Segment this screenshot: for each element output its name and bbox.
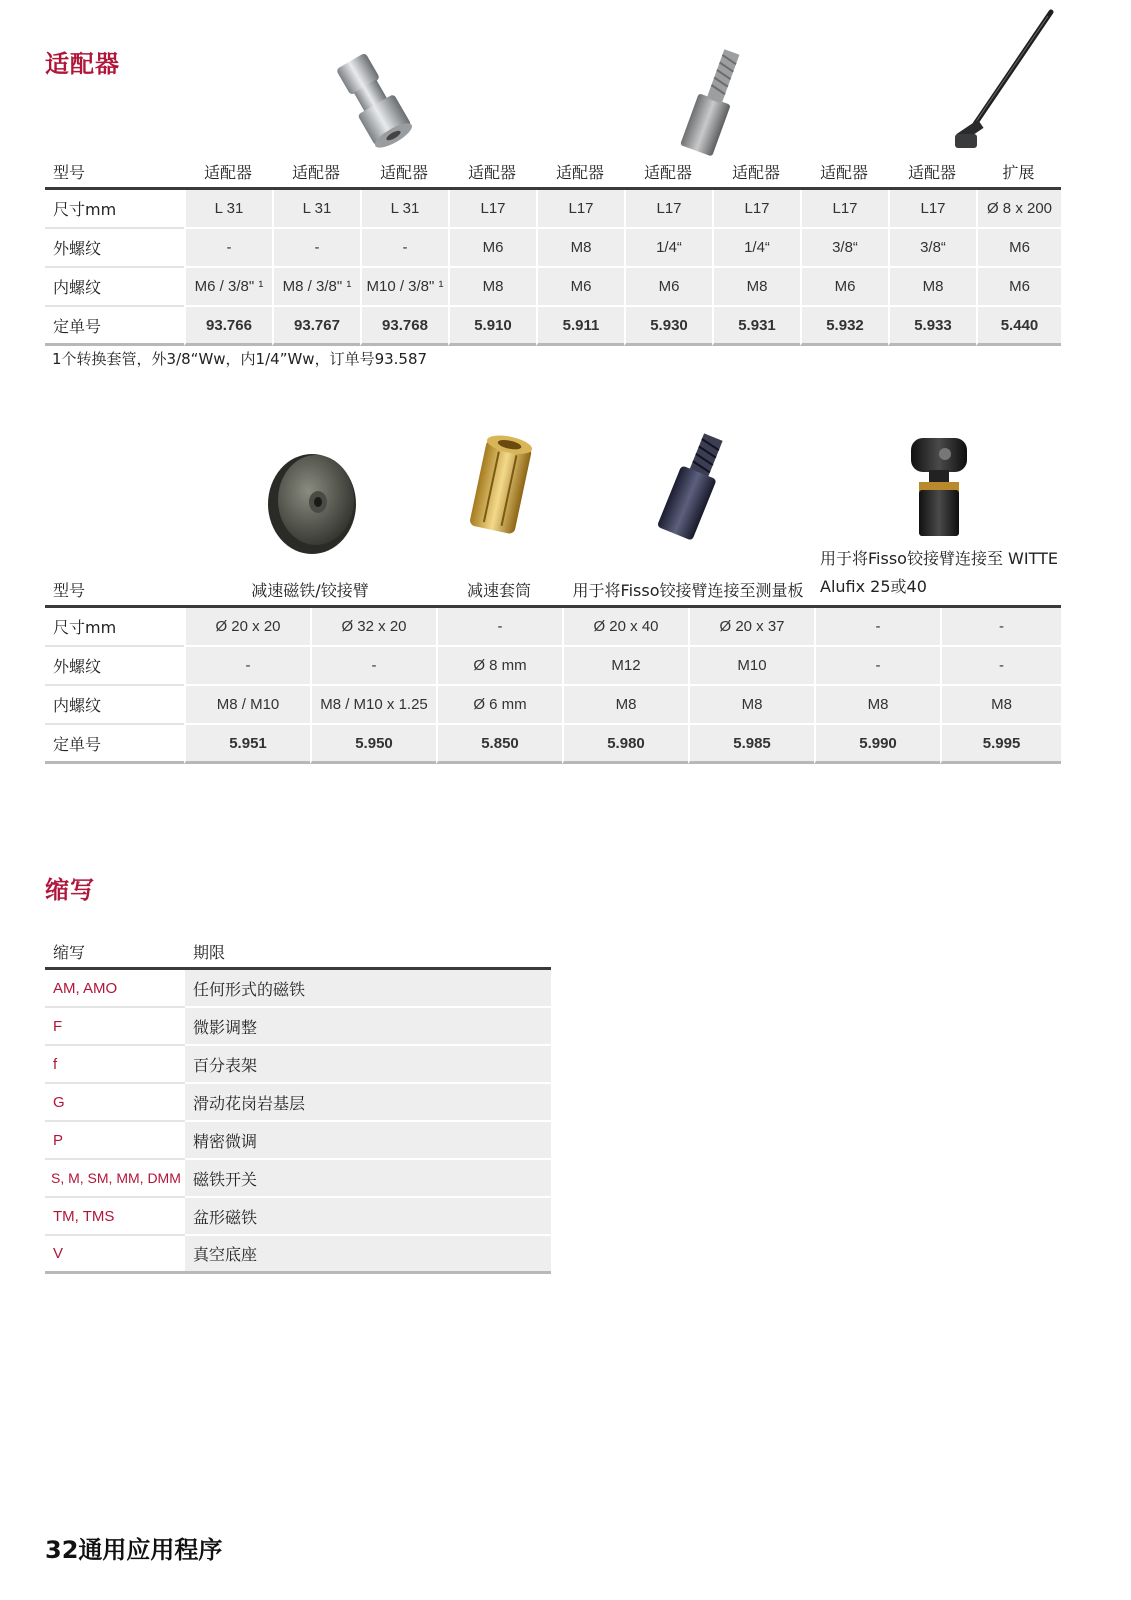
table-row — [45, 1084, 551, 1122]
table-cell: M12 — [562, 647, 688, 686]
table-cell: 5.980 — [562, 725, 688, 764]
table-cell: 5.951 — [184, 725, 310, 764]
table-cell: 5.985 — [688, 725, 814, 764]
page-footer: 32通用应用程序 — [45, 1536, 223, 1564]
table-cell: M6 — [448, 229, 536, 268]
table-cell: M8 — [448, 268, 536, 307]
accessories-type-label: 型号 — [45, 545, 184, 608]
alufix-adapter-image — [905, 432, 975, 542]
adapters-col-header: 适配器 — [272, 150, 360, 190]
table-cell: L17 — [712, 190, 800, 229]
table-cell: 93.768 — [360, 307, 448, 346]
table-cell: M8 / M10 x 1.25 — [310, 686, 436, 725]
table-cell: - — [940, 608, 1061, 647]
abbr-code: f — [45, 1046, 185, 1084]
table-cell: - — [360, 229, 448, 268]
table-cell: 5.850 — [436, 725, 562, 764]
term-col-header: 期限 — [185, 940, 551, 970]
abbr-code: G — [45, 1084, 185, 1122]
abbr-code: TM, TMS — [45, 1198, 185, 1236]
table-cell: M6 — [800, 268, 888, 307]
table-cell: 5.995 — [940, 725, 1061, 764]
table-cell: M6 / 3/8" ¹ — [184, 268, 272, 307]
abbr-code: V — [45, 1236, 185, 1274]
abbr-term: 微影调整 — [185, 1008, 551, 1046]
adapters-col-header: 适配器 — [888, 150, 976, 190]
table-cell: 5.990 — [814, 725, 940, 764]
abbr-code: S, M, SM, MM, DMM — [45, 1160, 185, 1198]
adapters-col-header: 适配器 — [800, 150, 888, 190]
abbreviations-table — [45, 940, 551, 1274]
table-cell: M8 — [712, 268, 800, 307]
abbr-term: 百分表架 — [185, 1046, 551, 1084]
table-row — [45, 1198, 551, 1236]
table-cell: M8 — [814, 686, 940, 725]
abbr-col-header: 缩写 — [45, 940, 185, 970]
table-row — [45, 229, 1061, 268]
abbr-code: F — [45, 1008, 185, 1046]
table-cell: Ø 8 mm — [436, 647, 562, 686]
table-cell: Ø 20 x 40 — [562, 608, 688, 647]
table-cell: M8 — [536, 229, 624, 268]
table-cell: - — [436, 608, 562, 647]
table-row — [45, 970, 551, 1008]
table-cell: Ø 6 mm — [436, 686, 562, 725]
table-cell: 5.440 — [976, 307, 1061, 346]
row-label: 内螺纹 — [45, 686, 184, 725]
table-cell: - — [272, 229, 360, 268]
table-cell: M6 — [976, 229, 1061, 268]
row-label: 外螺纹 — [45, 647, 184, 686]
table-cell: - — [310, 647, 436, 686]
abbreviations-title: 缩写 — [45, 876, 95, 904]
row-label: 定单号 — [45, 725, 184, 764]
adapters-col-header: 适配器 — [624, 150, 712, 190]
table-cell: L17 — [536, 190, 624, 229]
table-cell: L 31 — [184, 190, 272, 229]
fisso-adapter-image — [650, 430, 740, 545]
table-cell: 93.766 — [184, 307, 272, 346]
adapters-col-header: 适配器 — [360, 150, 448, 190]
table-cell: 3/8“ — [888, 229, 976, 268]
abbr-term: 真空底座 — [185, 1236, 551, 1274]
row-label: 定单号 — [45, 307, 184, 346]
table-row — [45, 608, 1061, 647]
table-cell: M8 — [688, 686, 814, 725]
abbr-term: 任何形式的磁铁 — [185, 970, 551, 1008]
damping-magnet-image — [262, 442, 362, 557]
table-cell: M8 / M10 — [184, 686, 310, 725]
table-cell: 5.932 — [800, 307, 888, 346]
table-cell: - — [184, 229, 272, 268]
table-cell: 5.911 — [536, 307, 624, 346]
table-row — [45, 307, 1061, 346]
table-row — [45, 268, 1061, 307]
accessories-col-header: 用于将Fisso铰接臂连接至 WITTE Alufix 25或40 — [814, 545, 1061, 608]
table-cell: M10 / 3/8" ¹ — [360, 268, 448, 307]
table-cell: M8 / 3/8" ¹ — [272, 268, 360, 307]
table-cell: - — [814, 608, 940, 647]
adapters-col-header: 扩展 — [976, 150, 1061, 190]
table-cell: M8 — [888, 268, 976, 307]
adapter-spigot-image — [318, 50, 428, 150]
table-cell: L 31 — [360, 190, 448, 229]
table-cell: L17 — [888, 190, 976, 229]
accessories-table — [45, 545, 1061, 764]
adapters-col-header: 适配器 — [184, 150, 272, 190]
table-cell: M6 — [624, 268, 712, 307]
abbr-term: 滑动花岗岩基层 — [185, 1084, 551, 1122]
accessories-col-header: 减速磁铁/铰接臂 — [184, 545, 436, 608]
table-row — [45, 1122, 551, 1160]
table-cell: - — [940, 647, 1061, 686]
table-row — [45, 1008, 551, 1046]
table-cell: 5.933 — [888, 307, 976, 346]
table-row — [45, 686, 1061, 725]
abbr-code: P — [45, 1122, 185, 1160]
table-cell: L17 — [800, 190, 888, 229]
damping-sleeve-image — [462, 433, 542, 538]
table-cell: - — [184, 647, 310, 686]
table-cell: 5.931 — [712, 307, 800, 346]
table-cell: L17 — [624, 190, 712, 229]
table-row — [45, 1046, 551, 1084]
table-cell: 93.767 — [272, 307, 360, 346]
table-cell: - — [814, 647, 940, 686]
adapters-col-header: 适配器 — [448, 150, 536, 190]
table-row — [45, 1236, 551, 1274]
extension-rod-image — [945, 8, 1065, 156]
abbr-term: 磁铁开关 — [185, 1160, 551, 1198]
adapters-type-label: 型号 — [45, 150, 184, 190]
row-label: 尺寸mm — [45, 608, 184, 647]
abbr-term: 精密微调 — [185, 1122, 551, 1160]
table-cell: M6 — [976, 268, 1061, 307]
table-cell: M8 — [562, 686, 688, 725]
adapters-footnote: 1个转换套管，外3/8“Ww，内1/4”Ww，订单号93.587 — [52, 350, 428, 368]
table-cell: 5.930 — [624, 307, 712, 346]
table-cell: L17 — [448, 190, 536, 229]
row-label: 内螺纹 — [45, 268, 184, 307]
adapter-hex-stud-image — [662, 38, 762, 158]
adapters-table — [45, 150, 1061, 346]
table-cell: Ø 20 x 37 — [688, 608, 814, 647]
adapters-title: 适配器 — [45, 50, 120, 78]
table-cell: L 31 — [272, 190, 360, 229]
row-label: 尺寸mm — [45, 190, 184, 229]
table-row — [45, 647, 1061, 686]
table-row — [45, 190, 1061, 229]
adapters-col-header: 适配器 — [712, 150, 800, 190]
table-cell: 3/8“ — [800, 229, 888, 268]
table-cell: M8 — [940, 686, 1061, 725]
table-row — [45, 725, 1061, 764]
table-cell: M6 — [536, 268, 624, 307]
accessories-col-header: 用于将Fisso铰接臂连接至测量板 — [562, 545, 814, 608]
abbr-term: 盆形磁铁 — [185, 1198, 551, 1236]
table-cell: Ø 32 x 20 — [310, 608, 436, 647]
table-row — [45, 1160, 551, 1198]
table-cell: Ø 20 x 20 — [184, 608, 310, 647]
accessories-col-header: 减速套筒 — [436, 545, 562, 608]
table-cell: 1/4“ — [712, 229, 800, 268]
table-cell: 5.910 — [448, 307, 536, 346]
adapters-col-header: 适配器 — [536, 150, 624, 190]
table-cell: M10 — [688, 647, 814, 686]
abbr-code: AM, AMO — [45, 970, 185, 1008]
row-label: 外螺纹 — [45, 229, 184, 268]
table-cell: Ø 8 x 200 — [976, 190, 1061, 229]
table-cell: 1/4“ — [624, 229, 712, 268]
table-cell: 5.950 — [310, 725, 436, 764]
